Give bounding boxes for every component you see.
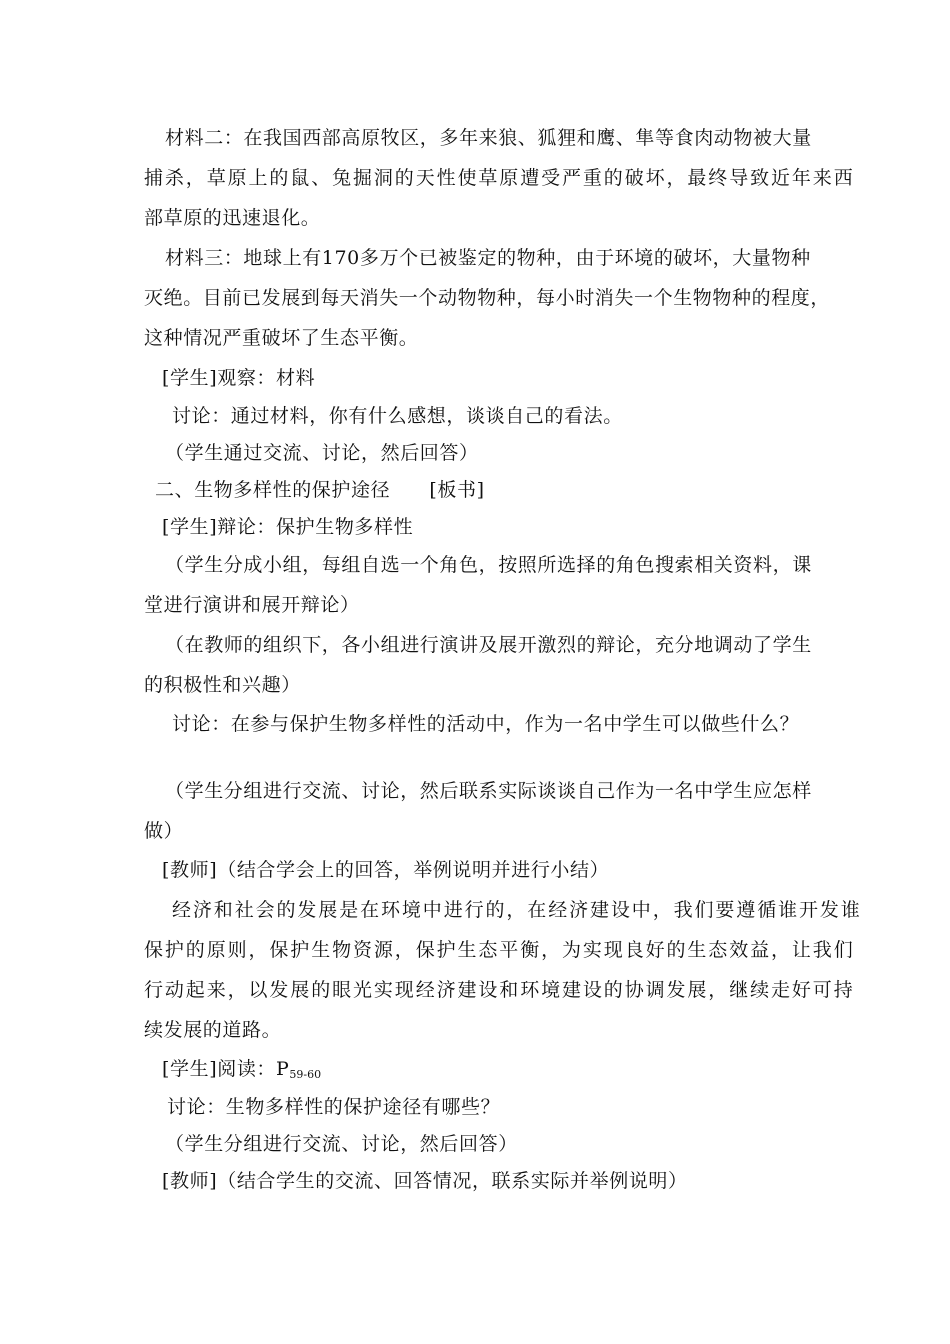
paragraph-line: [学生]辩论：保护生物多样性 bbox=[162, 516, 414, 538]
paragraph-line: （学生分成小组，每组自选一个角色，按照所选择的角色搜索相关资料，课 bbox=[165, 554, 812, 576]
page-range: 59-60 bbox=[289, 1068, 322, 1081]
paragraph-line: 讨论：通过材料，你有什么感想，谈谈自己的看法。 bbox=[172, 405, 623, 427]
paragraph-line: 保护的原则，保护生物资源，保护生态平衡，为实现良好的生态效益，让我们 bbox=[144, 939, 855, 961]
paragraph-line: 灭绝。目前已发展到每天消失一个动物物种，每小时消失一个生物物种的程度， bbox=[144, 287, 831, 309]
paragraph-line: 捕杀，草原上的鼠、兔掘洞的天性使草原遭受严重的破坏，最终导致近年来西 bbox=[144, 167, 855, 189]
paragraph-line: 行动起来，以发展的眼光实现经济建设和环境建设的协调发展，继续走好可持 bbox=[144, 979, 855, 1001]
paragraph-line: 部草原的迅速退化。 bbox=[144, 207, 321, 229]
paragraph-line: （在教师的组织下，各小组进行演讲及展开激烈的辩论，充分地调动了学生 bbox=[165, 634, 812, 656]
paragraph-line: 做） bbox=[144, 820, 184, 842]
paragraph-line: 材料三：地球上有170多万个已被鉴定的物种，由于环境的破坏，大量物种 bbox=[165, 247, 811, 269]
paragraph-line: 续发展的道路。 bbox=[144, 1019, 282, 1041]
paragraph-line: [学生]观察：材料 bbox=[162, 367, 316, 389]
paragraph-line: 这种情况严重破坏了生态平衡。 bbox=[144, 327, 419, 349]
reading-line bbox=[162, 1057, 321, 1087]
paragraph-line: （学生分组进行交流、讨论，然后回答） bbox=[165, 1133, 518, 1155]
paragraph-line: 经济和社会的发展是在环境中进行的，在经济建设中，我们要遵循谁开发谁 bbox=[172, 899, 862, 921]
paragraph-line: 堂进行演讲和展开辩论） bbox=[144, 594, 360, 616]
paragraph-line: [教师]（结合学生的交流、回答情况，联系实际并举例说明） bbox=[162, 1170, 688, 1192]
paragraph-line: 讨论：在参与保护生物多样性的活动中，作为一名中学生可以做些什么？ bbox=[172, 713, 800, 735]
paragraph-line: [教师]（结合学会上的回答，举例说明并进行小结） bbox=[162, 859, 610, 881]
paragraph-line: 的积极性和兴趣） bbox=[144, 674, 301, 696]
reading-prefix: [学生]阅读：P bbox=[162, 1058, 290, 1080]
paragraph-line: 材料二：在我国西部高原牧区，多年来狼、狐狸和鹰、隼等食肉动物被大量 bbox=[165, 127, 812, 149]
paragraph-line: （学生分组进行交流、讨论，然后联系实际谈谈自己作为一名中学生应怎样 bbox=[165, 780, 812, 802]
section-heading: 二、生物多样性的保护途径 [板书] bbox=[155, 479, 485, 501]
paragraph-line: （学生通过交流、讨论，然后回答） bbox=[165, 442, 479, 464]
paragraph-line: 讨论：生物多样性的保护途径有哪些？ bbox=[167, 1096, 501, 1118]
